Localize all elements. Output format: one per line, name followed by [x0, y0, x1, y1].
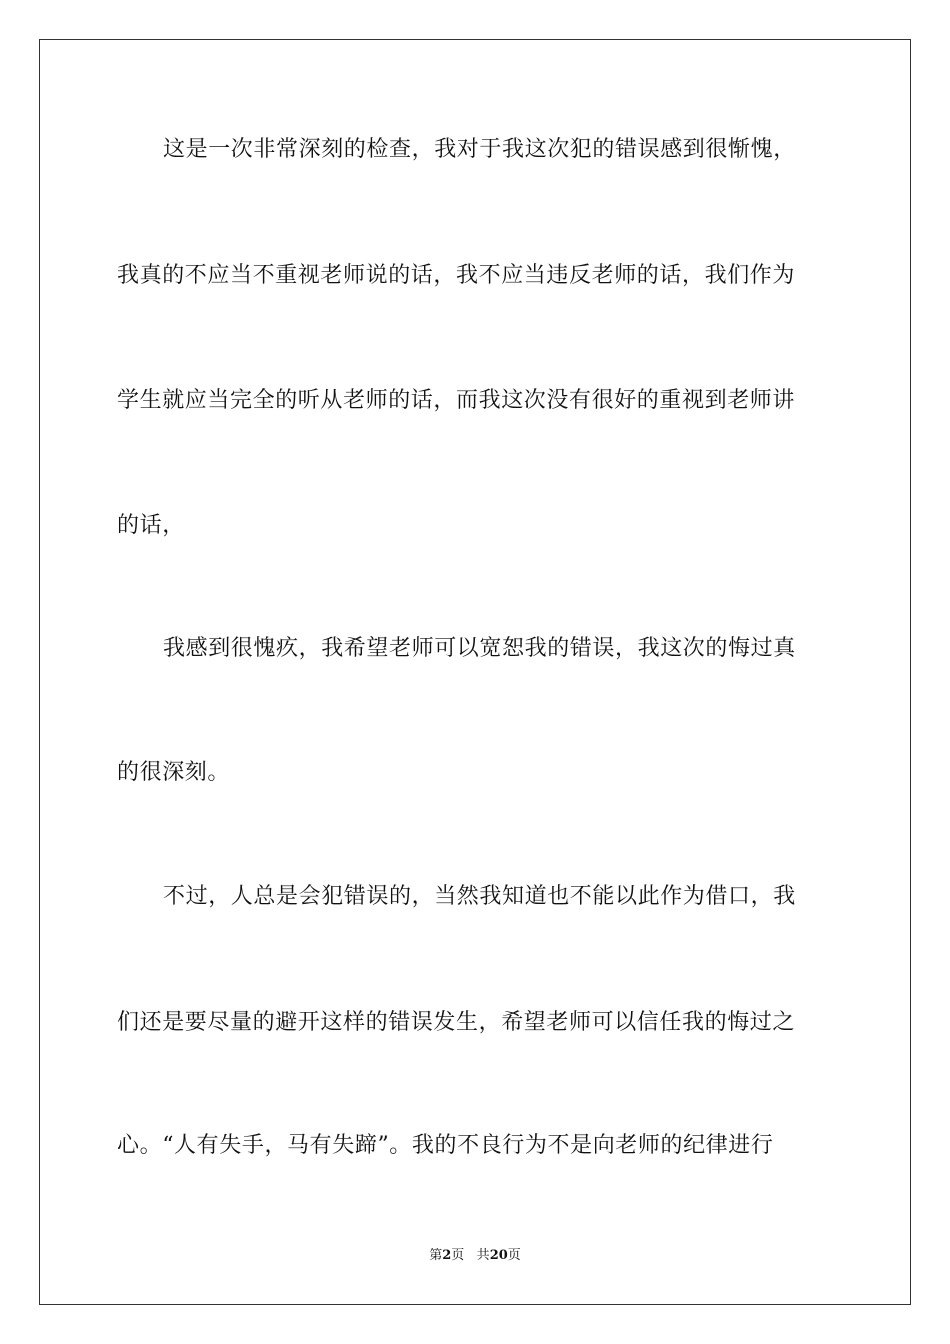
page-number: 2 — [442, 1248, 452, 1263]
total-prefix: 共 — [476, 1248, 490, 1263]
paragraph-line: 学生就应当完全的听从老师的话，而我这次没有很好的重视到老师讲 — [117, 388, 796, 413]
paragraph-line: 这是一次非常深刻的检查，我对于我这次犯的错误感到很惭愧， — [163, 137, 796, 162]
total-pages: 20 — [489, 1248, 508, 1263]
paragraph-line: 我感到很愧疚，我希望老师可以宽恕我的错误，我这次的悔过真 — [163, 636, 796, 661]
paragraph-line: 们还是要尽量的避开这样的错误发生，希望老师可以信任我的悔过之 — [117, 1010, 796, 1035]
paragraph-line: 我真的不应当不重视老师说的话，我不应当违反老师的话，我们作为 — [117, 263, 796, 288]
page-border — [39, 39, 911, 1305]
page-prefix: 第 — [429, 1248, 443, 1263]
page-suffix: 页 — [451, 1248, 465, 1263]
page-footer — [0, 1246, 950, 1266]
total-suffix: 页 — [507, 1248, 521, 1263]
paragraph-line: 不过，人总是会犯错误的，当然我知道也不能以此作为借口，我 — [163, 884, 796, 909]
paragraph-line: 心。“人有失手，马有失蹄”。我的不良行为不是向老师的纪律进行 — [117, 1133, 774, 1158]
paragraph-line: 的话， — [117, 513, 185, 538]
paragraph-line: 的很深刻。 — [117, 760, 231, 785]
